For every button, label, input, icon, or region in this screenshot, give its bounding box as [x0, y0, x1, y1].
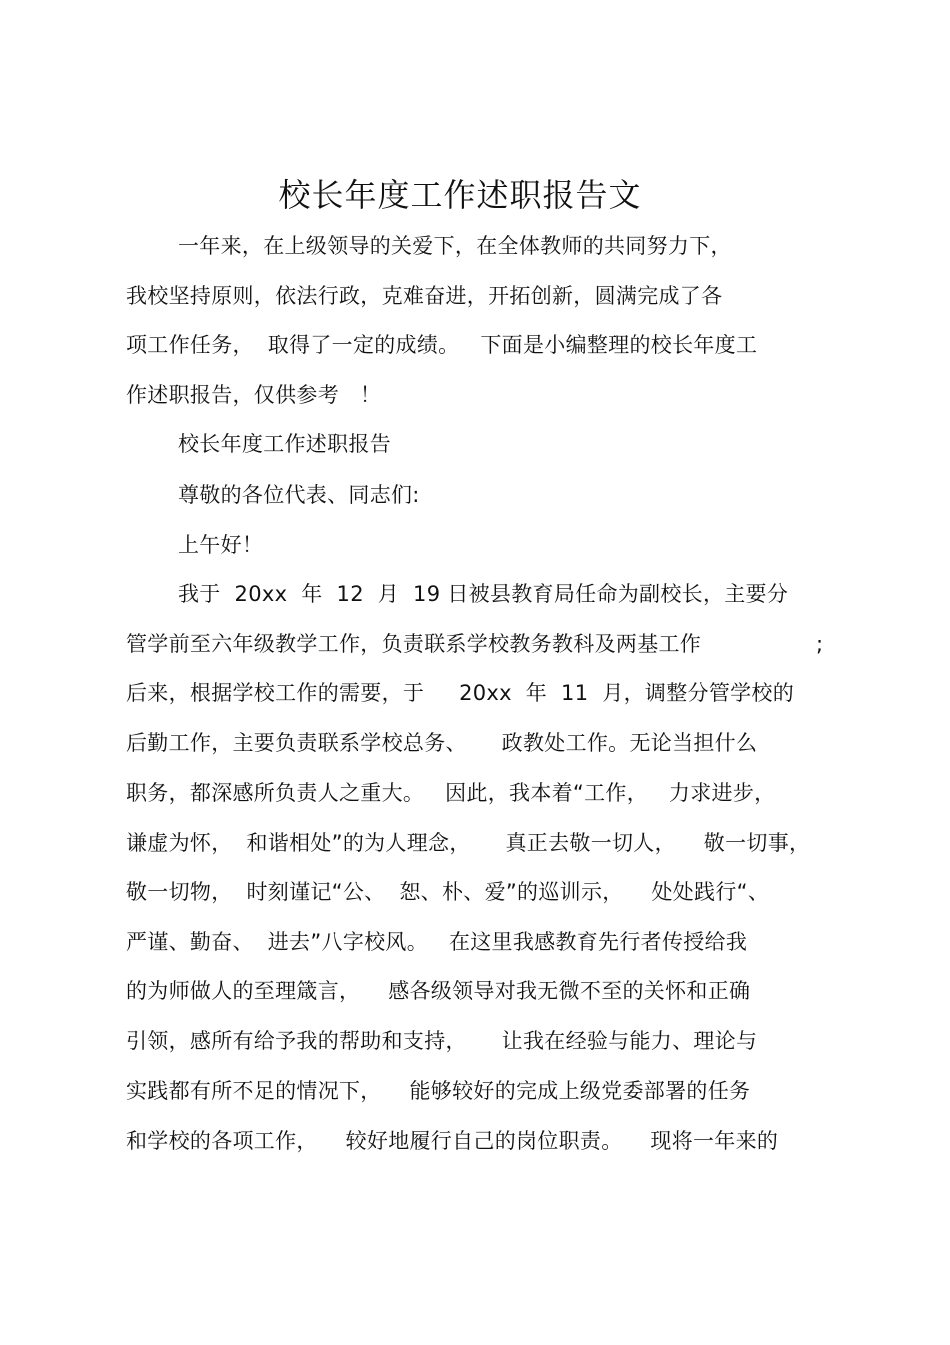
paragraph-line: 作述职报告，仅供参考 ！	[126, 383, 382, 407]
paragraph-line: 引领，感所有给予我的帮助和支持， 让我在经验与能力、理论与	[126, 1029, 758, 1053]
paragraph-line: 和学校的各项工作， 较好地履行自己的岗位职责。 现将一年来的	[126, 1129, 779, 1153]
paragraph-line: 后勤工作，主要负责联系学校总务、 政教处工作。无论当担什么	[126, 731, 758, 755]
paragraph-line: 我于 20xx 年 12 月 19 日被县教育局任命为副校长，主要分	[178, 582, 789, 606]
salutation-line: 尊敬的各位代表、同志们:	[178, 483, 420, 507]
paragraph-line: 项工作任务， 取得了一定的成绩。 下面是小编整理的校长年度工	[126, 333, 758, 357]
paragraph-line: 我校坚持原则，依法行政，克难奋进，开拓创新，圆满完成了各	[126, 284, 723, 308]
subtitle-line: 校长年度工作述职报告	[178, 432, 391, 456]
paragraph-line: 敬一切物， 时刻谨记“公、 恕、朴、爱”的巡训示， 处处践行“、	[126, 880, 770, 904]
paragraph-line: 的为师做人的至理箴言， 感各级领导对我无微不至的关怀和正确	[126, 979, 751, 1003]
paragraph-line: 管学前至六年级教学工作，负责联系学校教务教科及两基工作	[126, 632, 702, 656]
paragraph-line: 职务，都深感所负责人之重大。 因此，我本着“工作， 力求进步，	[126, 781, 776, 805]
paragraph-line-end-mark: ;	[816, 632, 824, 656]
document-title: 校长年度工作述职报告文	[278, 176, 642, 214]
paragraph-line: 严谨、勤奋、 进去”八字校风。 在这里我感教育先行者传授给我	[126, 930, 748, 954]
paragraph-line: 后来，根据学校工作的需要，于 20xx 年 11 月，调整分管学校的	[126, 681, 795, 705]
greeting-line: 上午好！	[178, 533, 264, 557]
paragraph-line: 实践都有所不足的情况下， 能够较好的完成上级党委部署的任务	[126, 1079, 751, 1103]
paragraph-line: 谦虚为怀， 和谐相处”的为人理念， 真正去敬一切人， 敬一切事，	[126, 831, 811, 855]
paragraph-line: 一年来，在上级领导的关爱下，在全体教师的共同努力下，	[178, 234, 732, 258]
